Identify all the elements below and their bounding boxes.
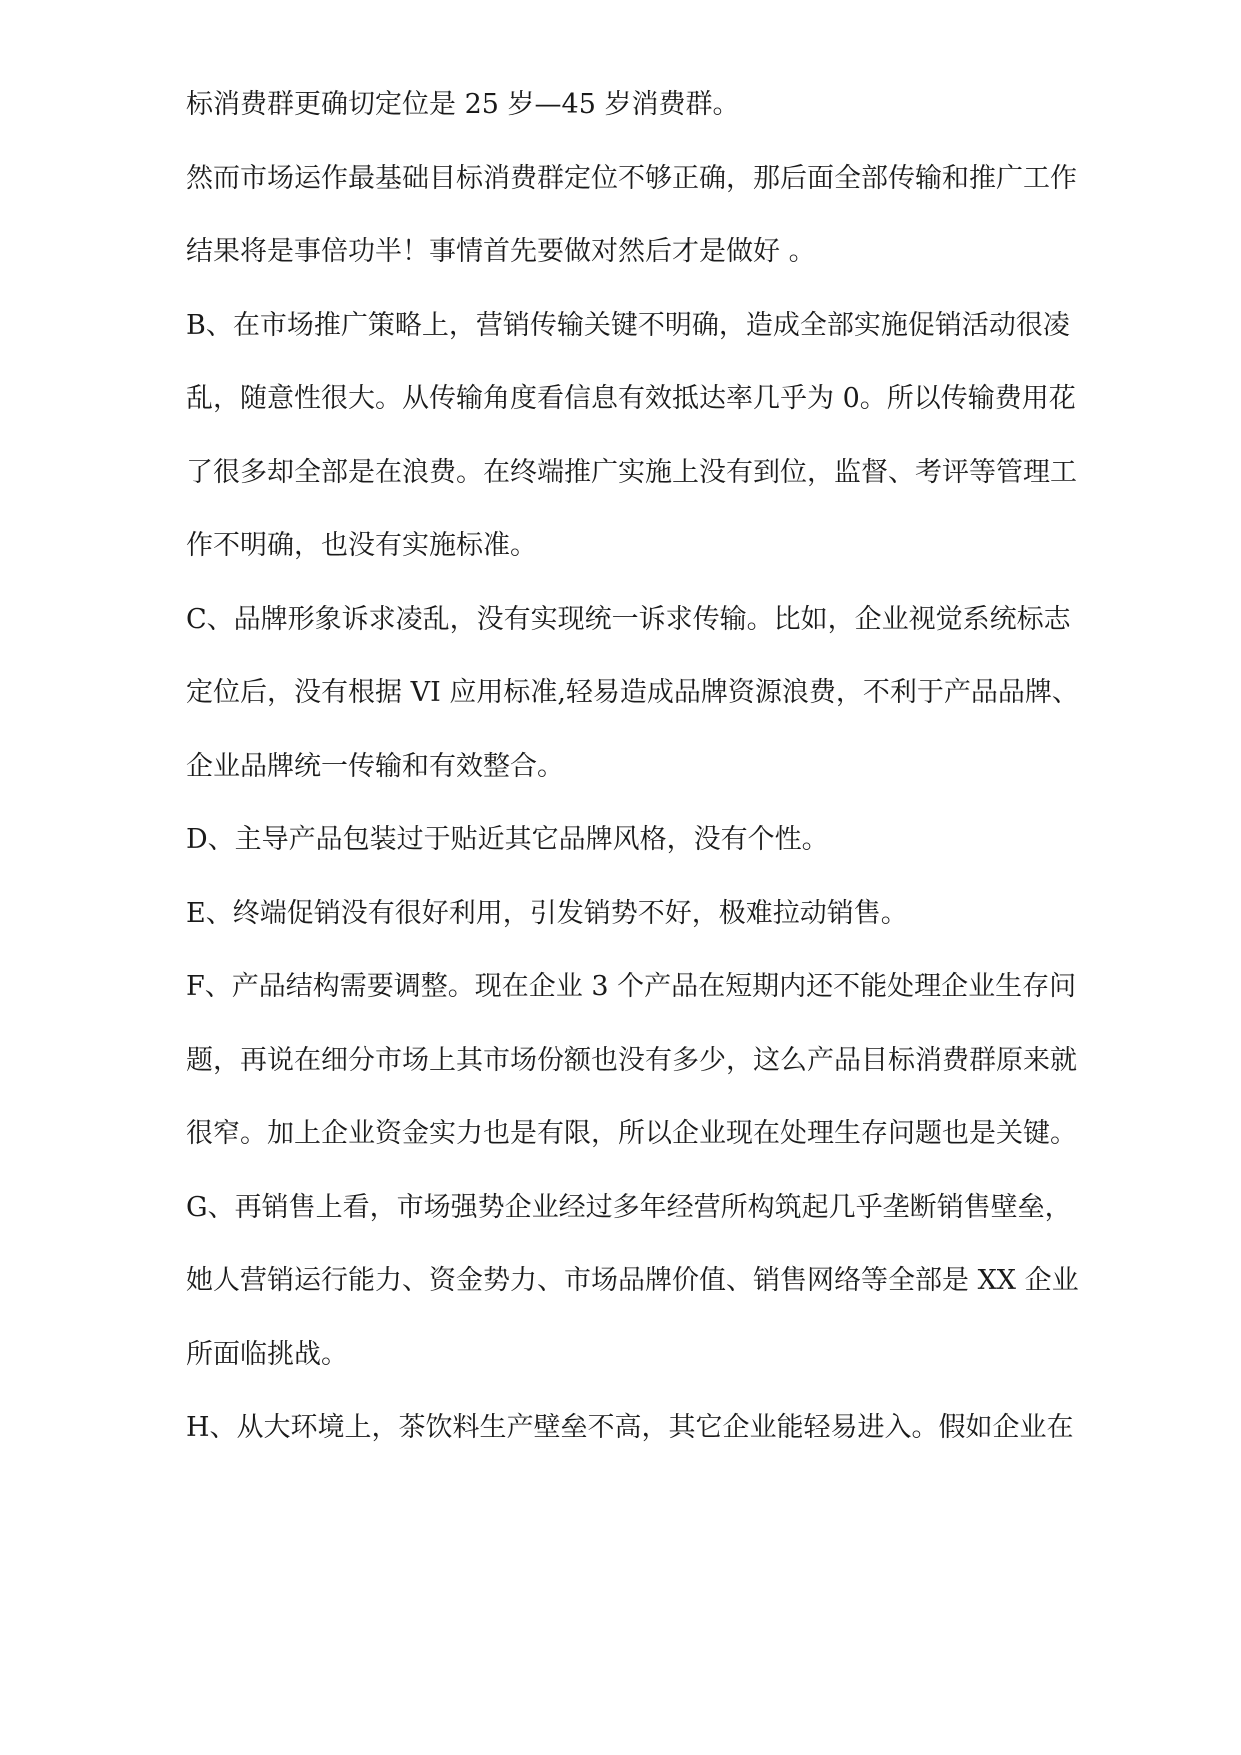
text-line: 企业品牌统一传输和有效整合。 <box>186 750 564 782</box>
text-line: 标消费群更确切定位是 25 岁—45 岁消费群。 <box>186 89 740 120</box>
text-line: D、主导产品包装过于贴近其它品牌风格，没有个性。 <box>186 824 829 855</box>
text-line: 很窄。加上企业资金实力也是有限，所以企业现在处理生存问题也是关键。 <box>186 1118 1077 1149</box>
text-line: C、品牌形象诉求凌乱，没有实现统一诉求传输。比如，企业视觉系统标志 <box>186 603 1071 635</box>
text-line: G、再销售上看，市场强势企业经过多年经营所构筑起几乎垄断销售壁垒， <box>186 1191 1072 1223</box>
text-line: 她人营销运行能力、资金势力、市场品牌价值、销售网络等全部是 XX 企业 <box>186 1265 1079 1296</box>
text-line: 作不明确，也没有实施标准。 <box>186 530 537 561</box>
text-block <box>186 68 1146 1465</box>
text-line: 题，再说在细分市场上其市场份额也没有多少，这么产品目标消费群原来就 <box>186 1044 1077 1076</box>
text-line: H、从大环境上，茶饮料生产壁垒不高，其它企业能轻易进入。假如企业在 <box>186 1412 1074 1443</box>
text-line: 所面临挑战。 <box>186 1338 348 1370</box>
text-line: F、产品结构需要调整。现在企业 3 个产品在短期内还不能处理企业生存问 <box>186 971 1077 1002</box>
document-body <box>186 68 1146 1465</box>
text-line: 结果将是事倍功半！事情首先要做对然后才是做好 。 <box>186 236 816 267</box>
text-line: E、终端促销没有很好利用，引发销势不好，极难拉动销售。 <box>186 897 908 929</box>
text-line: 了很多却全部是在浪费。在终端推广实施上没有到位，监督、考评等管理工 <box>186 456 1077 488</box>
text-line: 定位后，没有根据 VI 应用标准,轻易造成品牌资源浪费，不利于产品品牌、 <box>186 677 1079 708</box>
text-line: 乱，随意性很大。从传输角度看信息有效抵达率几乎为 0。所以传输费用花 <box>186 383 1076 414</box>
text-line: 然而市场运作最基础目标消费群定位不够正确，那后面全部传输和推广工作 <box>186 162 1077 194</box>
text-line: B、在市场推广策略上，营销传输关键不明确，造成全部实施促销活动很凌 <box>186 309 1070 341</box>
